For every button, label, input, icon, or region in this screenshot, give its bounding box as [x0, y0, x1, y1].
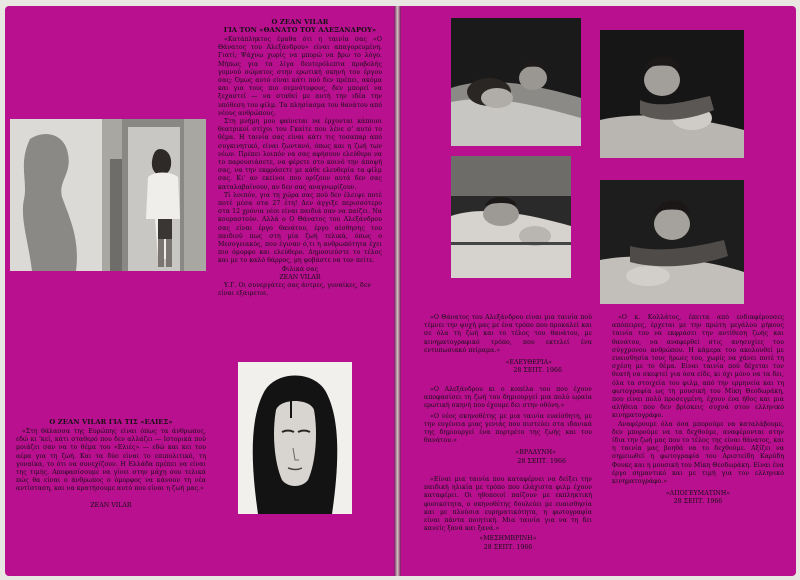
review-text-continued: Αναφέρουμε όλα όσα μπορούμε να καταλάβουμε, δεν μπορούμε να τα δεχθούμε, αναφέρονται στην ίδια την ζωή μας που το τέλος της είναι θάνατος, και η ταινία μας βοηθά να το δεχθούμε. Αξίζει να σημειωθεί η φωτογραφία του Αριστείδη Καρύδη Φουκς και η μουσική του Μίκη Θεοδωράκη. Είναι ένα έργο σημαντικό και με τιμή για τον ελληνικό κινηματογράφο.»	[612, 420, 784, 486]
letter-postscript: Υ.Γ. Οι συνεργάτες σας άντρες, γυναίκες, δεν είναι εξαιρετοι.	[218, 282, 371, 298]
review-date: 28 ΣΕΠΤ. 1966	[673, 498, 723, 506]
doorway-scene-image	[10, 119, 206, 271]
review-mesimvrini	[424, 476, 592, 552]
review-source: «ΕΛΕΥΘΕΡΙΑ»	[505, 359, 552, 367]
article-paragraph: Τί λοιπόν, για τη χώρα σας πού δεν έλειψε ποτέ ποτέ μέσα στα 27 έτη! Δεν άγγιξε περισσότερο στα 12 χρόνια νέοι είναι παιδιά σαν να παίζει. Να κουραστούν. Αλλά ο Ο Θάνατος του Αλεξάνδρου σας είναι έργο θανάτου, έργο αίσθησης του παιδιού πως στη μία ζωή τελικά, όπως ο Μεσογειακός, που έγιναν ό,τι η ανθρωπότητα έχει πιο όμορφο και ελεύθερο. Δημοσιεύστε το τέλος και με το καλό θάρρος, μη φοβάστε να τον πείτε.	[218, 191, 382, 265]
vilar-letter-article	[218, 18, 382, 299]
review-apogevmatini	[612, 314, 784, 507]
couple-embrace-image	[600, 180, 744, 304]
review-text: «Ο Αλεξάνδρου κι ο κοπέλα του που έχουν αποφασίσει τη ζωή του δημιουργεί μια πολύ ωραία ερωτική σκηνή που έχουμε δει στην οθόνη.»	[424, 386, 592, 410]
review-vradyni	[424, 386, 592, 466]
article-paragraph: Στη μνήμη μου φαίνεται να έρχονται κάποιοι θεατρικοί στίχοι του Γκαίτε που λένε σ' αυτό το θέμα. Η ταινία σας είναι κάτι τις τοσαπαρ από συγκινητικό, είναι ζωντανό, όπως και η ζωή των νέων. Πρέπει λοιπόν να σας αφήσουν ελεύθερο να το παρουσιάσετε, να φέρετε στο κοινό την άποψή σας, να την εκφράσετε με κάθε ελευθερία τα φίλμ σας. Κι' αν εκείνοι που ορίζουν αυτά δεν σας καταλαβαίνουν, αν δεν σας αναγνωρίζουν.	[218, 118, 382, 191]
article-paragraph: «Κατάπληκτος έμαθα ότι η ταινία σας «Ο Θάνατος του Αλεξάνδρου» είναι απαγορευμένη. Γιατί; Ψάχνω χωρίς να μπορώ να βρω το λόγο. Μήπως για τα λίγα δευτερόλεπτα προβολής γυμνού σώματος στην ερωτική σκηνή του έργου σας; Όμως αυτό είναι κάτι πού δεν πρέπει, ακόμα και για τους πιο σεμνότυφους, δεν μπορεί να ξεχαστεί — να σταθεί με αυτή την ιδέα την υπόθεση του φίλμ. Τα πλησίασμα του θανάτου από νέους ανθρώπους.	[218, 36, 382, 117]
article-heading-author: Ο ΖΕΑΝ VILAR	[271, 18, 329, 26]
portrait-woman-photo	[238, 362, 352, 514]
couple-lying-image	[451, 18, 581, 146]
review-date: 28 ΣΕΠΤ. 1966	[483, 543, 533, 551]
couple-bed-image	[451, 156, 571, 278]
review-eleftheria	[424, 314, 592, 375]
film-still-doorway	[10, 119, 206, 271]
olives-body: «Στη θάλασσα της Ευρώπης είναι όπως τα άνθρωπος, εδώ κι 'κεί, κάτι σταθερό που δεν αλλάζει — Ιστορικά πού μοιάζει σαν να το θέμα του «Ελιές» — εδώ και κει του αέρα για τη ζωή. Και τα δύο είναι το επιπολιτικό, τη γυναίκα, το ότι να συνεχίζουν. Η Ελλάδα πρέπει να είναι της τιμής. Αποφασίσουμε να γίνει στην μάχη σου τελικά πώς θα είναι ο άνθρωπος ο όμορφος να κάνουν τη νέα αντίσταση, και να κρατήσουμε αυτό που είναι η ζωή μας.»	[16, 428, 206, 493]
review-source: «ΒΡΑΔΥΝΗ»	[515, 449, 556, 457]
review-date: 28 ΣΕΠΤ. 1966	[517, 457, 566, 465]
letter-signature: ΖΕΑΝ VILAR	[279, 273, 321, 281]
review-text: «Ο Θάνατος του Αλεξάνδρου είναι μια ταινία πού τέμνει την ψυχή μας με ένα τρόπο που προκαλεί και σε όλα τη ζωή και το τέλος του θανάτου, με κινηματογραφικό τρόπο, που εκτελεί ένα εντυπωσιακό πείραμα.»	[424, 314, 592, 354]
review-text-extra: «Ο νέος σκηνοθέτης με μια ταινία ευαίσθητη, με την ευγένεια μιας γενιάς που πιστεύει στα ιδανικά της δημιουργεί ένα πορτρέτο της ζωής και του θανάτου.»	[424, 412, 592, 445]
review-text: «Ο κ. Κολλάτος, έπειτα από ενδιαφέρουσες απόπειρες, έρχεται με την πρώτη μεγάλου μήκους ταινία του να εκφράσει την αντίθεση ζωής και θανάτου, να αναφερθεί στις ανησυχίες του σύγχρονου ανθρώπου. Η κάμερα του ακολουθεί με ευαισθησία τους ήρωες του, χωρίς να χάνει ποτέ τη σχέση με το θέμα. Είναι ταινία πού δέχεται τον θεατή να σκεφτεί για όσα είδε, κι όχι μόνο να τα δει, όλα τα στοιχεία του φιλμ, από την ερμηνεία και τη φωτογραφία ως τη μουσική του Μίκη Θεοδωράκη, που είναι πολύ προσεγμένη, έχουν ένα ήθος και μια αλήθεια που δεν βρίσκεις συχνά στον ελληνικό κινηματογράφο.	[612, 314, 784, 420]
couple-kiss-image	[600, 30, 744, 158]
review-source: «ΑΠΟΓΕΥΜΑΤΙΝΗ»	[665, 490, 731, 498]
olives-signature: ΖΕΑΝ VILAR	[90, 501, 132, 509]
film-still-couple-1	[451, 18, 581, 146]
page-gutter	[394, 6, 401, 576]
review-text: «Είναι μια ταινία που καταφέρνει να δείξει την παιδική ηλικία με τρόπο που ελάχιστα φιλμ έχουν καταφέρει. Οι ηθοποιοί παίζουν με εκπληκτική φυσικότητα, ο σκηνοθέτης δουλεύει με ευαισθησία και με πλούσια ευρηματικότητα, η φωτογραφία είναι πάντα ποιητική. Μια ταινία για να τη δει κανείς ξανά και ξανά.»	[424, 476, 592, 533]
review-date: 28 ΣΕΠΤ. 1966	[513, 367, 562, 375]
film-still-couple-4	[600, 180, 744, 304]
review-source: «ΜΕΣΗΜΒΡΙΝΗ»	[479, 535, 537, 543]
film-still-couple-2	[600, 30, 744, 158]
letter-closing: Φιλικά σας	[281, 265, 319, 273]
film-still-couple-3	[451, 156, 571, 278]
olives-heading: Ο ΖΕΑΝ VILAR ΓΙΑ ΤΙΣ «ΕΛΙΕΣ»	[49, 418, 173, 426]
article-heading-title: ΓΙΑ ΤΟΝ «ΘΑΝΑΤΟ ΤΟΥ ΑΛΕΞΑΝΔΡΟΥ»	[223, 26, 377, 34]
portrait-image	[238, 362, 352, 514]
vilar-olives-article	[16, 418, 206, 510]
